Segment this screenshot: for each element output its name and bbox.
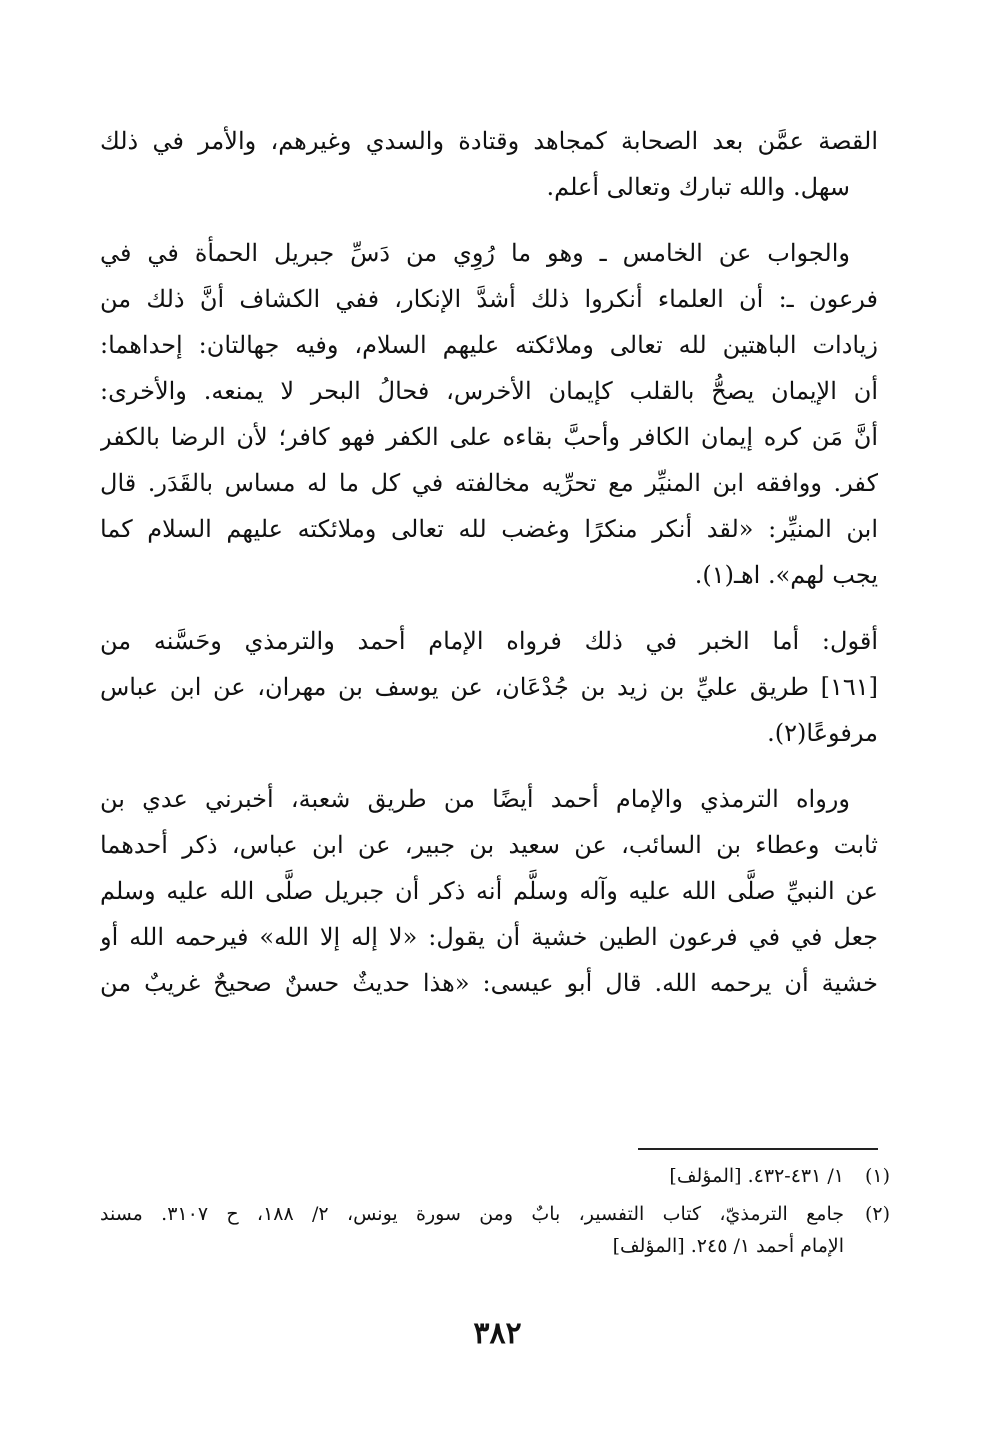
footnote [100,1198,890,1262]
footnote-text [100,1160,844,1192]
text-line: خشية أن يرحمه الله. قال أبو عيسى: «هذا حديثٌ حسنٌ صحيحٌ غريبٌ من [100,969,878,997]
text-line: ابن المنيِّر: «لقد أنكر منكرًا وغضب لله تعالى وملائكته عليهم السلام كما [100,515,878,543]
paragraph [100,776,878,1006]
footnote-text [100,1198,844,1262]
footnote-line: ١/ ٤٣١-٤٣٢. [المؤلف] [669,1165,844,1187]
text-line: أنَّ مَن كره إيمان الكافر وأحبَّ بقاءه على الكفر فهو كافر؛ لأن الرضا بالكفر [100,423,878,451]
text-line: جعل في في فرعون الطين خشية أن يقول: «لا إله إلا الله» فيرحمه الله أو [100,923,878,951]
footnote-number: (١) [864,1165,890,1187]
text-line: أقول: أما الخبر في ذلك فرواه الإمام أحمد والترمذي وحَسَّنه من [100,627,878,655]
text-line: يجب لهم». اهـ(١). [694,561,878,589]
text-line: ثابت وعطاء بن السائب، عن سعيد بن جبير، عن ابن عباس، ذكر أحدهما [100,831,878,859]
text-line: [١٦١] طريق عليِّ بن زيد بن جُدْعَان، عن يوسف بن مهران، عن ابن عباس [100,673,878,701]
text-line: عن النبيِّ صلَّى الله عليه وآله وسلَّم أنه ذكر أن جبريل صلَّى الله عليه وسلم [100,877,878,905]
page-number: ٣٨٢ [473,1316,522,1351]
footnote-line: جامع الترمذيّ، كتاب التفسير، بابٌ ومن سورة يونس، ٢/ ١٨٨، ح ٣١٠٧. مسند [100,1203,844,1225]
footnote [100,1160,890,1192]
main-text [100,118,878,1026]
paragraph [100,618,878,756]
text-line: كفر. ووافقه ابن المنيِّر مع تحرِّيه مخالفته في كل ما له مساس بالقَدَر. قال [100,469,878,497]
footnote-line: الإمام أحمد ١/ ٢٤٥. [المؤلف] [612,1235,844,1257]
text-line: ورواه الترمذي والإمام أحمد أيضًا من طريق شعبة، أخبرني عدي بن [100,785,850,813]
footnote-divider [638,1148,878,1150]
text-line: فرعون ـ: أن العلماء أنكروا ذلك أشدَّ الإنكار، ففي الكشاف أنَّ ذلك من [100,285,878,313]
text-line: مرفوعًا(٢). [767,719,878,747]
text-line: سهل. والله تبارك وتعالى أعلم. [546,173,850,201]
text-line: أن الإيمان يصحُّ بالقلب كإيمان الأخرس، فحالُ البحر لا يمنعه. والأخرى: [100,377,878,405]
text-line: زيادات الباهتين لله تعالى وملائكته عليهم السلام، وفيه جهالتان: إحداهما: [100,331,878,359]
paragraph [100,118,878,210]
footnotes [100,1160,890,1268]
text-line: والجواب عن الخامس ـ وهو ما رُوِي من دَسِّ جبريل الحمأة في في [100,239,850,267]
footnote-number: (٢) [864,1203,890,1225]
text-line: القصة عمَّن بعد الصحابة كمجاهد وقتادة والسدي وغيرهم، والأمر في ذلك [100,127,878,155]
paragraph [100,230,878,598]
